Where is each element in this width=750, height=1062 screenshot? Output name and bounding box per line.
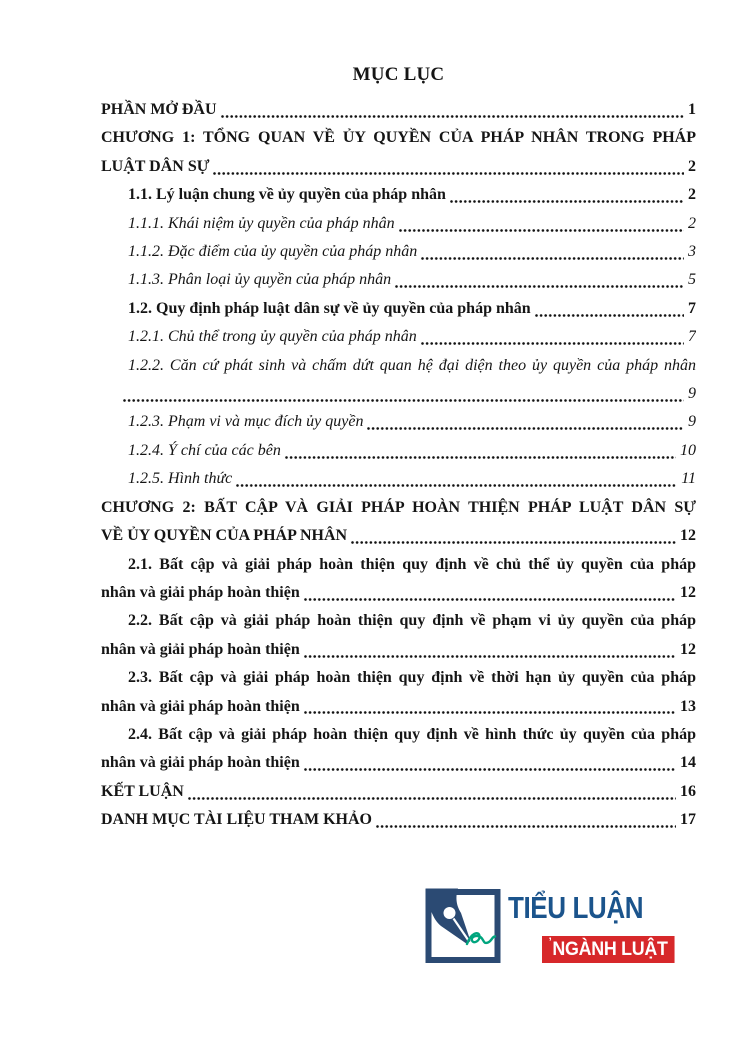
toc-entry-text: 2.3. Bất cập và giải pháp hoàn thiện quy định về thời hạn ủy quyền của pháp (128, 669, 696, 687)
toc-entry-text: CHƯƠNG 1: TỔNG QUAN VỀ ỦY QUYỀN CỦA PHÁP NHÂN TRONG PHÁP (101, 129, 696, 147)
toc-line[interactable] (101, 749, 696, 777)
toc-line[interactable] (101, 96, 696, 124)
toc-entry-text: 2.4. Bất cập và giải pháp hoàn thiện quy định về hình thức ủy quyền của pháp (128, 725, 696, 743)
dot-leader (421, 238, 686, 266)
toc-entry-text: 1.1.3. Phân loại ủy quyền của pháp nhân (128, 271, 392, 289)
toc-page-number: 3 (688, 243, 696, 261)
toc-line[interactable] (101, 721, 696, 749)
dot-leader (376, 806, 678, 834)
table-of-contents (101, 62, 696, 835)
toc-entry-text: 1.1.2. Đặc điểm của ủy quyền của pháp nhân (128, 243, 418, 261)
dot-leader (285, 437, 678, 465)
toc-line[interactable] (101, 210, 696, 238)
toc-page-number: 9 (688, 413, 696, 431)
page-title: MỤC LỤC (352, 64, 445, 85)
toc-entry-text: 1.1. Lý luận chung về ủy quyền của pháp nhân (128, 186, 446, 204)
toc-line[interactable] (101, 437, 696, 465)
badge-accent-mark: ʼ (548, 935, 552, 949)
toc-line[interactable] (101, 636, 696, 664)
toc-entries (101, 96, 696, 835)
toc-entry-text: 2.1. Bất cập và giải pháp hoàn thiện quy định về chủ thể ủy quyền của pháp (128, 555, 696, 573)
dot-leader (304, 636, 678, 664)
toc-page-number: 13 (680, 697, 696, 715)
dot-leader (304, 749, 678, 777)
dot-leader (399, 210, 686, 238)
toc-line[interactable] (101, 465, 696, 493)
dot-leader (188, 778, 678, 806)
toc-entry-text: KẾT LUẬN (101, 782, 184, 800)
toc-entry-text: 2.2. Bất cập và giải pháp hoàn thiện quy định về phạm vi ủy quyền của pháp (128, 612, 696, 630)
toc-line[interactable] (101, 408, 696, 436)
pen-nib-icon (425, 888, 501, 964)
toc-page-number: 14 (680, 754, 696, 772)
brand-logo (425, 888, 681, 966)
toc-entry-text: 1.2. Quy định pháp luật dân sự về ủy quyền của pháp nhân (128, 299, 531, 317)
dot-leader (213, 153, 686, 181)
toc-page-number: 12 (680, 583, 696, 601)
toc-line[interactable] (101, 124, 696, 152)
toc-line[interactable] (101, 693, 696, 721)
dot-leader (221, 96, 686, 124)
dot-leader (395, 266, 686, 294)
toc-page-number: 12 (680, 640, 696, 658)
toc-entry-text: 1.2.2. Căn cứ phát sinh và chấm dứt quan hệ đại diện theo ủy quyền của pháp nhân (128, 356, 696, 374)
dot-leader (421, 323, 686, 351)
toc-line[interactable] (101, 181, 696, 209)
toc-entry-text: nhân và giải pháp hoàn thiện (101, 754, 300, 772)
toc-line[interactable] (101, 778, 696, 806)
toc-line[interactable] (101, 579, 696, 607)
dot-leader (535, 295, 686, 323)
dot-leader (304, 693, 678, 721)
toc-line[interactable] (101, 153, 696, 181)
brand-name-badge (542, 936, 674, 963)
dot-leader (304, 579, 678, 607)
toc-entry-text: 1.2.5. Hình thức (128, 470, 233, 488)
toc-entry-text: DANH MỤC TÀI LIỆU THAM KHẢO (101, 811, 372, 829)
toc-line[interactable] (101, 806, 696, 834)
toc-entry-text: nhân và giải pháp hoàn thiện (101, 583, 300, 601)
toc-page-number: 2 (688, 157, 696, 175)
toc-entry-text: 1.1.1. Khái niệm ủy quyền của pháp nhân (128, 214, 395, 232)
toc-entry-text: 1.2.1. Chủ thể trong ủy quyền của pháp nhân (128, 328, 417, 346)
toc-line[interactable] (101, 494, 696, 522)
brand-name-top: TIỂU LUẬN (508, 890, 644, 925)
toc-page-number: 1 (688, 101, 696, 118)
dot-leader (123, 380, 686, 408)
toc-entry-text: PHẦN MỞ ĐẦU (101, 101, 217, 118)
toc-line[interactable] (101, 664, 696, 692)
toc-page-number: 5 (688, 271, 696, 289)
toc-line[interactable] (101, 238, 696, 266)
toc-page-number: 11 (681, 470, 696, 488)
toc-line[interactable] (101, 352, 696, 380)
toc-line[interactable] (101, 323, 696, 351)
dot-leader (367, 408, 686, 436)
toc-page-number: 17 (680, 811, 696, 829)
toc-entry-text: nhân và giải pháp hoàn thiện (101, 697, 300, 715)
dot-leader (236, 465, 679, 493)
toc-page-number: 9 (688, 385, 696, 403)
toc-line[interactable] (101, 551, 696, 579)
toc-entry-text: 1.2.3. Phạm vi và mục đích ủy quyền (128, 413, 364, 431)
toc-page-number: 12 (680, 527, 696, 545)
toc-line[interactable] (101, 380, 696, 408)
badge-text: NGÀNH LUẬT (552, 939, 668, 960)
dot-leader (351, 522, 678, 550)
toc-entry-text: nhân và giải pháp hoàn thiện (101, 640, 300, 658)
toc-page-number: 2 (688, 186, 696, 204)
toc-entry-text: LUẬT DÂN SỰ (101, 157, 210, 175)
toc-line[interactable] (101, 295, 696, 323)
toc-line[interactable] (101, 607, 696, 635)
toc-page-number: 2 (688, 214, 696, 232)
toc-page-number: 7 (688, 299, 696, 317)
toc-line[interactable] (101, 522, 696, 550)
toc-page-number: 10 (680, 441, 696, 459)
toc-page-number: 16 (680, 782, 696, 800)
dot-leader (450, 181, 686, 209)
toc-page-number: 7 (688, 328, 696, 346)
toc-entry-text: 1.2.4. Ý chí của các bên (128, 441, 281, 459)
toc-line[interactable] (101, 266, 696, 294)
toc-entry-text: VỀ ỦY QUYỀN CỦA PHÁP NHÂN (101, 527, 348, 545)
toc-entry-text: CHƯƠNG 2: BẤT CẬP VÀ GIẢI PHÁP HOÀN THIỆN PHÁP LUẬT DÂN SỰ (101, 498, 696, 516)
